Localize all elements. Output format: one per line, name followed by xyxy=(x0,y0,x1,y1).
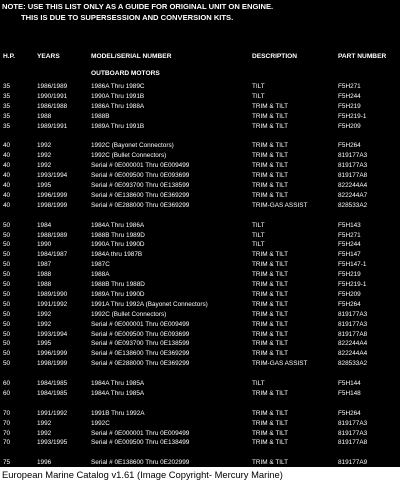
description-cell: TRIM & TILT xyxy=(252,112,288,120)
model-cell: Serial # 0E009500 Thru 0E093699 xyxy=(91,172,190,180)
years-cell: 1988 xyxy=(37,112,52,120)
part-number-cell: F5H147 xyxy=(338,251,361,259)
hp-cell: 70 xyxy=(3,429,11,437)
hp-cell: 70 xyxy=(3,439,11,447)
hp-cell: 35 xyxy=(3,112,11,120)
description-cell: TRIM & TILT xyxy=(252,152,288,160)
description-cell: TRIM & TILT xyxy=(252,429,288,437)
part-number-cell: F5H244 xyxy=(338,241,361,249)
years-cell: 1998/1999 xyxy=(37,201,68,209)
model-cell: 1992C (Bayonet Connectors) xyxy=(91,142,174,150)
description-cell: TRIM & TILT xyxy=(252,182,288,189)
years-cell: 1992 xyxy=(37,419,52,427)
part-number-cell: F5H271 xyxy=(338,83,361,90)
part-number-cell: 828533A2 xyxy=(338,360,368,368)
description-cell: TRIM & TILT xyxy=(252,350,288,358)
model-cell: 1984A Thru 1985A xyxy=(91,389,145,397)
hp-cell: 40 xyxy=(3,182,11,189)
hp-cell: 35 xyxy=(3,83,11,90)
hp-cell: 50 xyxy=(3,360,11,368)
part-number-cell: 819177A9 xyxy=(338,459,368,467)
model-cell: Serial # 0E093700 Thru 0E138599 xyxy=(91,340,190,348)
part-number-cell: 819177A3 xyxy=(338,310,368,318)
hp-cell: 50 xyxy=(3,350,11,358)
years-cell: 1984/1985 xyxy=(37,389,68,397)
hp-cell: 50 xyxy=(3,261,11,269)
hp-cell: 40 xyxy=(3,191,11,199)
years-cell: 1992 xyxy=(37,429,52,437)
model-cell: 1990A Thru 1991B xyxy=(91,92,145,100)
part-number-cell: 822244A4 xyxy=(338,340,368,348)
years-cell: 1993/1994 xyxy=(37,330,68,338)
part-number-cell: 819177A3 xyxy=(338,152,368,160)
part-number-cell: 819177A3 xyxy=(338,419,368,427)
part-number-cell: 828533A2 xyxy=(338,201,368,209)
part-number-cell: 822244A4 xyxy=(338,182,368,189)
years-cell: 1992 xyxy=(37,320,52,328)
description-cell: TRIM & TILT xyxy=(252,340,288,348)
model-cell: 1986A Thru 1988A xyxy=(91,102,145,110)
part-number-cell: 819177A3 xyxy=(338,320,368,328)
part-number-cell: 819177A8 xyxy=(338,330,368,338)
model-cell: Serial # 0E138600 Thru 0E202999 xyxy=(91,459,190,467)
note-line-2: THIS IS DUE TO SUPERSESSION AND CONVERSION KITS. xyxy=(2,12,234,22)
model-cell: Serial # 0E009500 Thru 0E093699 xyxy=(91,330,190,338)
model-cell: Serial # 0E093700 Thru 0E138599 xyxy=(91,182,190,189)
years-cell: 1996/1999 xyxy=(37,350,68,358)
hp-cell: 50 xyxy=(3,290,11,298)
part-number-cell: F5H148 xyxy=(338,389,361,397)
description-cell: TRIM & TILT xyxy=(252,162,288,170)
part-number-cell: F5H209 xyxy=(338,290,361,298)
model-cell: 1991A Thru 1992A (Bayonet Connectors) xyxy=(91,300,208,308)
description-cell: TRIM & TILT xyxy=(252,439,288,447)
description-cell: TRIM & TILT xyxy=(252,389,288,397)
description-cell: TRIM & TILT xyxy=(252,281,288,288)
part-number-cell: 819177A3 xyxy=(338,162,368,170)
description-cell: TRIM & TILT xyxy=(252,320,288,328)
part-number-cell: F5H244 xyxy=(338,92,361,100)
hp-cell: 60 xyxy=(3,380,11,387)
hp-cell: 50 xyxy=(3,271,11,279)
description-cell: TRIM & TILT xyxy=(252,409,288,417)
model-cell: 1984A thru 1987B xyxy=(91,251,143,259)
hp-cell: 40 xyxy=(3,201,11,209)
part-number-cell: F5H144 xyxy=(338,380,361,387)
part-number-cell: F5H264 xyxy=(338,300,361,308)
header-part-number: PART NUMBER xyxy=(338,53,387,60)
years-cell: 1993/1995 xyxy=(37,439,68,447)
hp-cell: 60 xyxy=(3,389,11,397)
hp-cell: 40 xyxy=(3,162,11,170)
hp-cell: 50 xyxy=(3,340,11,348)
hp-cell: 50 xyxy=(3,281,11,288)
years-cell: 1990 xyxy=(37,241,52,249)
hp-cell: 70 xyxy=(3,409,11,417)
years-cell: 1991/1992 xyxy=(37,409,68,417)
years-cell: 1995 xyxy=(37,340,52,348)
part-number-cell: F5H219-1 xyxy=(338,281,367,288)
model-cell: 1992C (Bullet Connectors) xyxy=(91,152,167,160)
years-cell: 1990/1991 xyxy=(37,92,68,100)
part-number-cell: F5H209 xyxy=(338,122,361,130)
years-cell: 1992 xyxy=(37,162,52,170)
part-number-cell: 819177A8 xyxy=(338,172,368,180)
years-cell: 1998/1999 xyxy=(37,360,68,368)
years-cell: 1984/1987 xyxy=(37,251,68,259)
description-cell: TRIM & TILT xyxy=(252,142,288,150)
years-cell: 1988 xyxy=(37,271,52,279)
description-cell: TILT xyxy=(252,92,265,100)
header-hp: H.P. xyxy=(3,53,15,60)
years-cell: 1986/1988 xyxy=(37,102,68,110)
parts-table xyxy=(0,82,400,467)
hp-cell: 35 xyxy=(3,92,11,100)
years-cell: 1992 xyxy=(37,310,52,318)
hp-cell: 70 xyxy=(3,419,11,427)
part-number-cell: F5H143 xyxy=(338,221,361,229)
description-cell: TILT xyxy=(252,231,265,239)
hp-cell: 50 xyxy=(3,320,11,328)
description-cell: TILT xyxy=(252,241,265,249)
model-cell: 1991B Thru 1992A xyxy=(91,409,145,417)
section-title: OUTBOARD MOTORS xyxy=(91,70,160,77)
part-number-cell: 819177A8 xyxy=(338,439,368,447)
years-cell: 1996 xyxy=(37,459,52,467)
hp-cell: 75 xyxy=(3,459,11,467)
description-cell: TILT xyxy=(252,221,265,229)
part-number-cell: 822244A7 xyxy=(338,191,368,199)
description-cell: TRIM & TILT xyxy=(252,261,288,269)
description-cell: TILT xyxy=(252,380,265,387)
part-number-cell: F5H264 xyxy=(338,409,361,417)
description-cell: TRIM & TILT xyxy=(252,102,288,110)
years-cell: 1984 xyxy=(37,221,52,229)
model-cell: Serial # 0E288000 Thru 0E369299 xyxy=(91,201,190,209)
model-cell: 1987C xyxy=(91,261,110,269)
part-number-cell: F5H264 xyxy=(338,142,361,150)
header-years: YEARS xyxy=(37,53,60,60)
description-cell: TRIM-GAS ASSIST xyxy=(252,360,308,368)
years-cell: 1989/1990 xyxy=(37,290,68,298)
model-cell: Serial # 0E138600 Thru 0E369299 xyxy=(91,191,190,199)
description-cell: TRIM & TILT xyxy=(252,271,288,279)
model-cell: Serial # 0E288000 Thru 0E369299 xyxy=(91,360,190,368)
model-cell: 1992C xyxy=(91,419,110,427)
part-number-cell: 819177A3 xyxy=(338,429,368,437)
model-cell: 1984A Thru 1985A xyxy=(91,380,145,387)
years-cell: 1986/1989 xyxy=(37,83,68,90)
model-cell: 1989A Thru 1990D xyxy=(91,290,145,298)
description-cell: TRIM & TILT xyxy=(252,122,288,130)
model-cell: Serial # 0E138600 Thru 0E369299 xyxy=(91,350,190,358)
model-cell: 1992C (Bullet Connectors) xyxy=(91,310,167,318)
note-line-1: NOTE: USE THIS LIST ONLY AS A GUIDE FOR ORIGINAL UNIT ON ENGINE. xyxy=(2,2,274,11)
guide-note xyxy=(2,2,273,23)
model-cell: 1988B Thru 1988D xyxy=(91,281,145,288)
years-cell: 1995 xyxy=(37,182,52,189)
hp-cell: 50 xyxy=(3,330,11,338)
model-cell: Serial # 0E000001 Thru 0E009499 xyxy=(91,320,190,328)
part-number-cell: F5H219 xyxy=(338,271,361,279)
years-cell: 1984/1985 xyxy=(37,380,68,387)
years-cell: 1989/1991 xyxy=(37,122,68,130)
model-cell: Serial # 0E000001 Thru 0E009499 xyxy=(91,162,190,170)
part-number-cell: F5H219-1 xyxy=(338,112,367,120)
hp-cell: 35 xyxy=(3,122,11,130)
hp-cell: 50 xyxy=(3,251,11,259)
description-cell: TRIM & TILT xyxy=(252,290,288,298)
model-cell: 1986A Thru 1989C xyxy=(91,83,145,90)
years-cell: 1988/1989 xyxy=(37,231,68,239)
hp-cell: 50 xyxy=(3,241,11,249)
description-cell: TRIM & TILT xyxy=(252,330,288,338)
footer-bar xyxy=(0,467,400,483)
model-cell: 1989A Thru 1991B xyxy=(91,122,145,130)
model-cell: 1988B Thru 1989D xyxy=(91,231,145,239)
hp-cell: 50 xyxy=(3,300,11,308)
model-cell: 1990A Thru 1990D xyxy=(91,241,145,249)
years-cell: 1988 xyxy=(37,281,52,288)
hp-cell: 50 xyxy=(3,221,11,229)
years-cell: 1991/1992 xyxy=(37,300,68,308)
hp-cell: 40 xyxy=(3,172,11,180)
part-number-cell: F5H219 xyxy=(338,102,361,110)
footer-caption: European Marine Catalog v1.61 (Image Copyright- Mercury Marine) xyxy=(2,469,283,480)
years-cell: 1987 xyxy=(37,261,52,269)
description-cell: TILT xyxy=(252,83,265,90)
years-cell: 1992 xyxy=(37,142,52,150)
part-number-cell: 822244A4 xyxy=(338,350,368,358)
years-cell: 1993/1994 xyxy=(37,172,68,180)
part-number-cell: F5H271 xyxy=(338,231,361,239)
part-number-cell: F5H147-1 xyxy=(338,261,367,269)
model-cell: 1984A Thru 1986A xyxy=(91,221,145,229)
description-cell: TRIM-GAS ASSIST xyxy=(252,201,308,209)
description-cell: TRIM & TILT xyxy=(252,191,288,199)
model-cell: Serial # 0E000001 Thru 0E009499 xyxy=(91,429,190,437)
description-cell: TRIM & TILT xyxy=(252,310,288,318)
description-cell: TRIM & TILT xyxy=(252,300,288,308)
hp-cell: 50 xyxy=(3,231,11,239)
years-cell: 1992 xyxy=(37,152,52,160)
hp-cell: 40 xyxy=(3,142,11,150)
hp-cell: 50 xyxy=(3,310,11,318)
model-cell: 1988A xyxy=(91,271,110,279)
hp-cell: 40 xyxy=(3,152,11,160)
description-cell: TRIM & TILT xyxy=(252,419,288,427)
header-model: MODEL/SERIAL NUMBER xyxy=(91,53,172,60)
model-cell: Serial # 0E009500 Thru 0E138499 xyxy=(91,439,190,447)
description-cell: TRIM & TILT xyxy=(252,251,288,259)
description-cell: TRIM & TILT xyxy=(252,459,288,467)
description-cell: TRIM & TILT xyxy=(252,172,288,180)
years-cell: 1996/1999 xyxy=(37,191,68,199)
model-cell: 1988B xyxy=(91,112,110,120)
header-description: DESCRIPTION xyxy=(252,53,298,60)
hp-cell: 35 xyxy=(3,102,11,110)
